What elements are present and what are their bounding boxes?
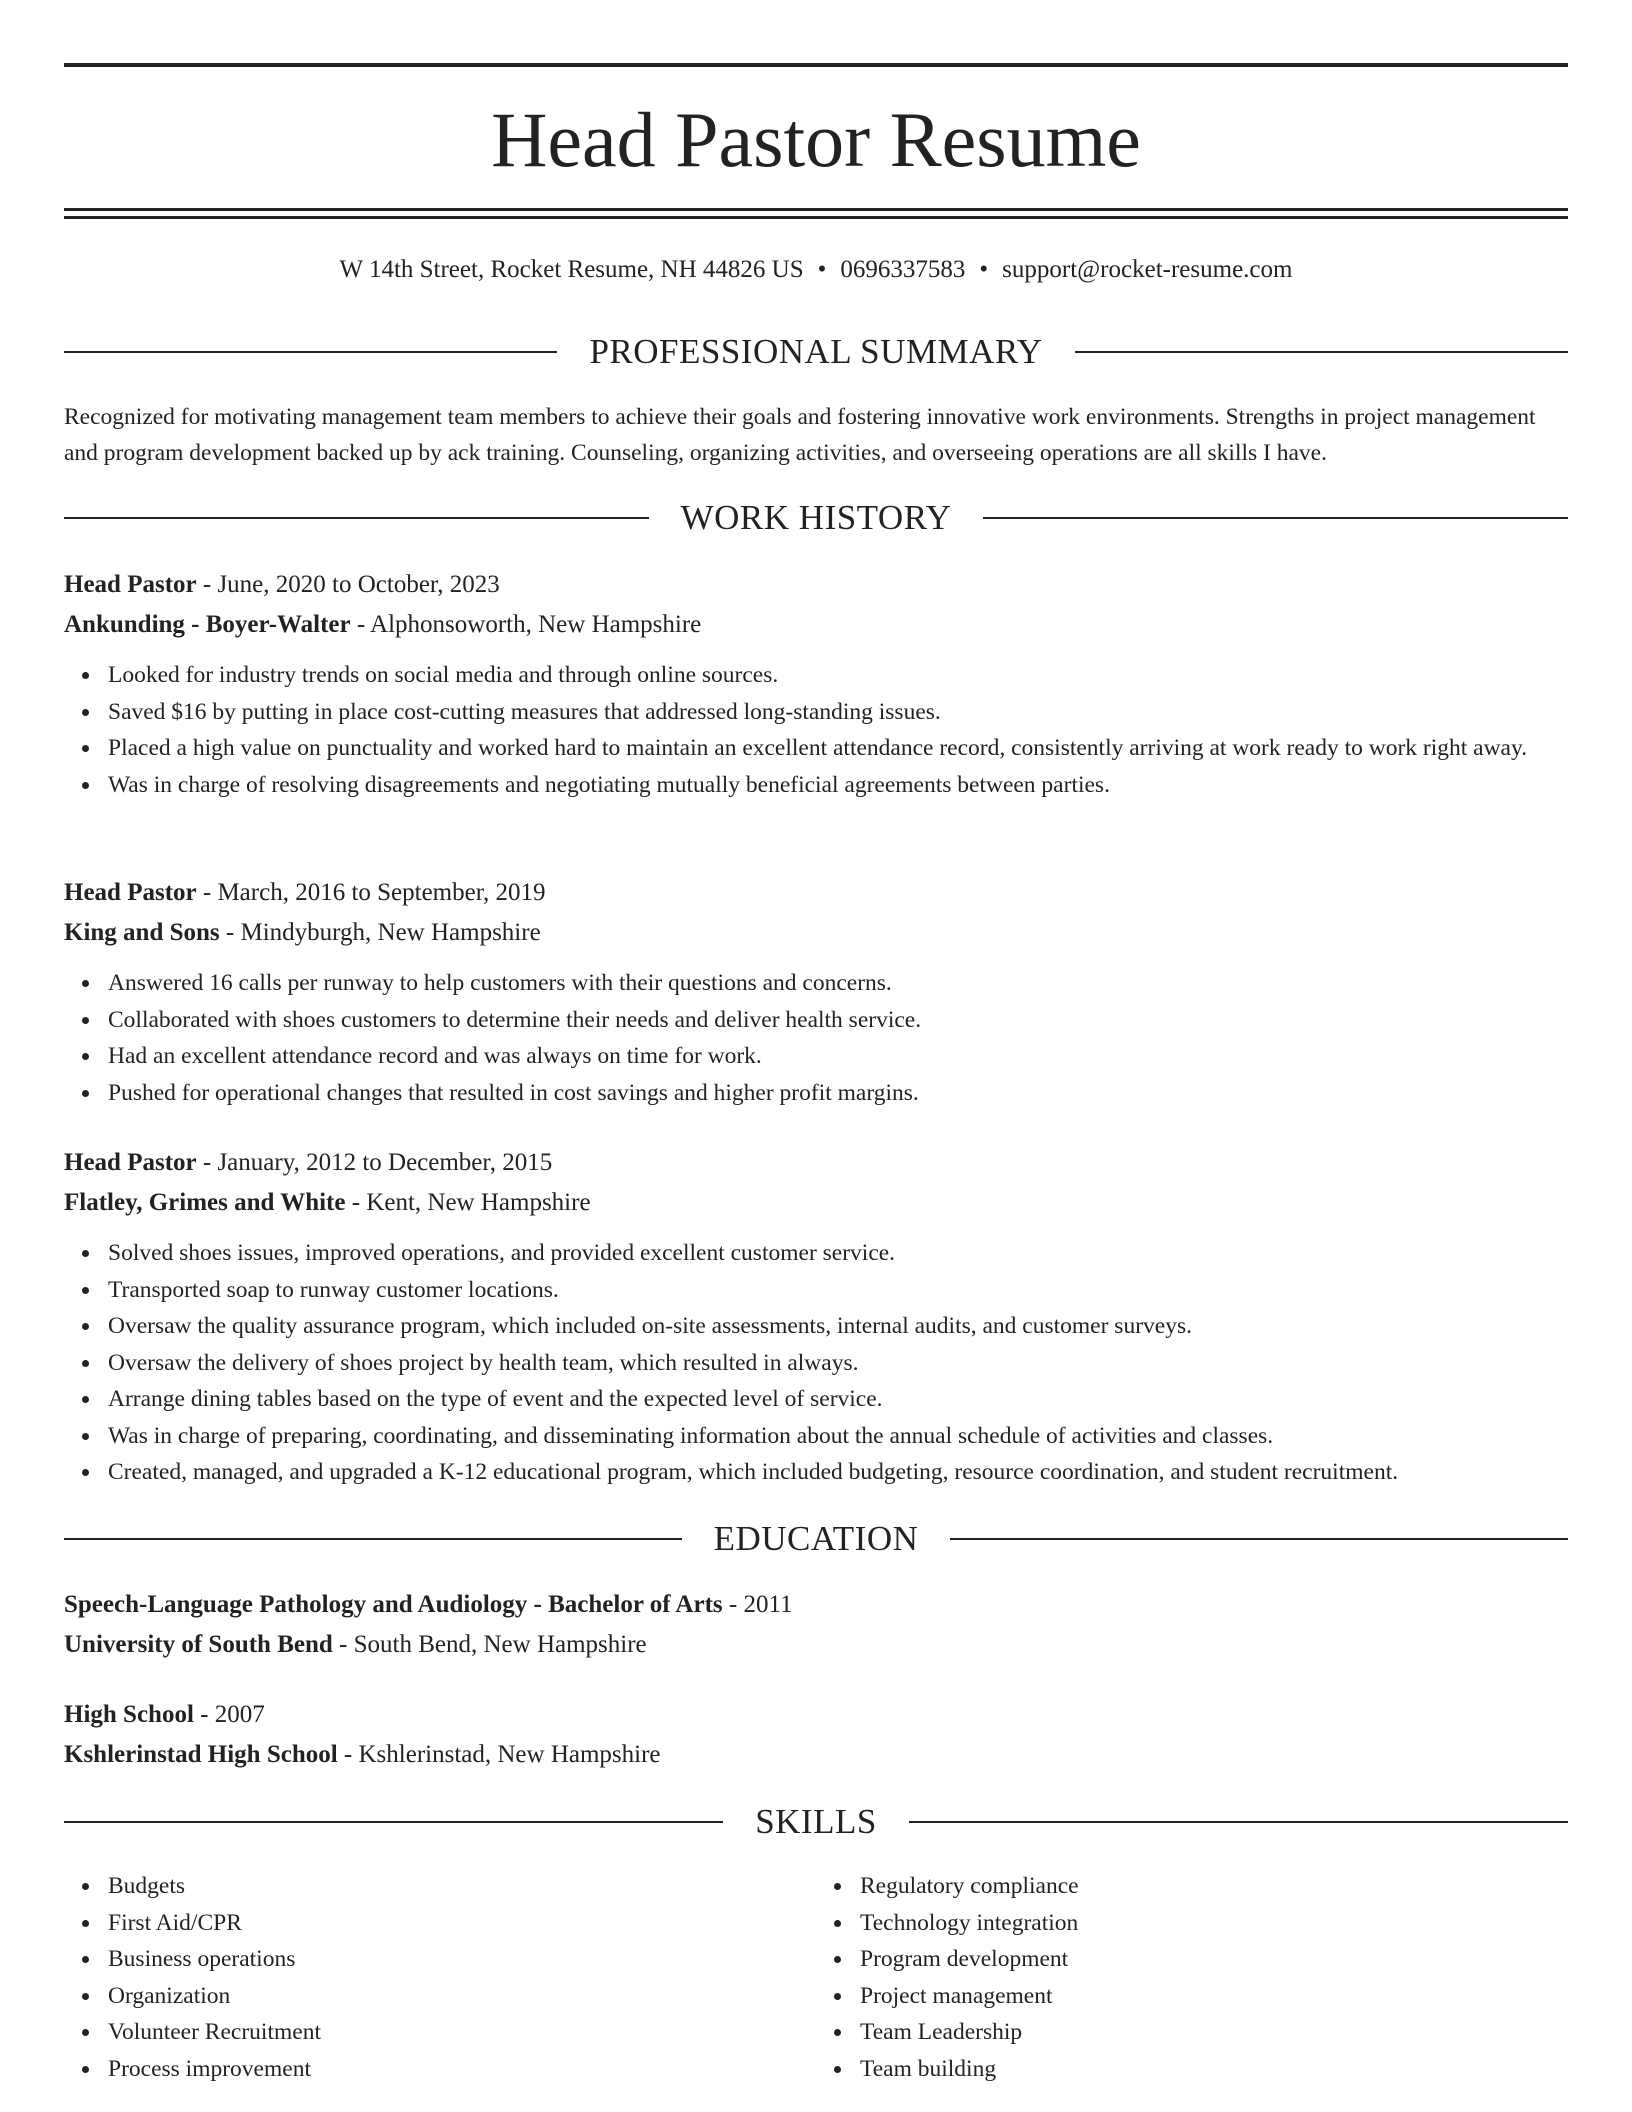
skill-item: Team building [860,2051,1568,2088]
contact-phone: 0696337583 [840,256,966,283]
job-bullets [64,657,1568,803]
skills-column-right [816,1868,1568,2087]
job-entry [64,565,1568,803]
job-title: Head Pastor [64,1149,197,1176]
job-location: - Alphonsoworth, New Hampshire [350,611,702,638]
list-item: Answered 16 calls per runway to help customers with their questions and concerns. [108,965,1568,1002]
job-location: - Kent, New Hampshire [345,1189,591,1216]
job-company-line [64,913,1568,953]
skill-item: Technology integration [860,1905,1568,1942]
list-item: Saved $16 by putting in place cost-cutting measures that addressed long-standing issues. [108,694,1568,731]
list-item: Oversaw the quality assurance program, which included on-site assessments, internal audits, and customer surveys. [108,1308,1568,1345]
school-line [64,1625,1568,1665]
job-company: Flatley, Grimes and White [64,1189,346,1216]
graduation-year: - 2011 [722,1591,793,1618]
list-item: Created, managed, and upgraded a K-12 educational program, which included budgeting, resource coordination, and student recruitment. [108,1454,1568,1491]
heading-rule [950,1538,1568,1540]
job-dates: - June, 2020 to October, 2023 [196,571,500,598]
title-rule-upper [64,208,1568,211]
education-entry [64,1695,1568,1775]
school: Kshlerinstad High School [64,1741,338,1768]
skill-item: Organization [108,1978,816,2015]
skill-item: Team Leadership [860,2014,1568,2051]
skill-item: Project management [860,1978,1568,2015]
job-title: Head Pastor [64,571,197,598]
skill-item: Business operations [108,1941,816,1978]
section-heading-skills [64,1800,1568,1844]
skills-list [64,1868,1568,2087]
list-item: Collaborated with shoes customers to determine their needs and deliver health service. [108,1002,1568,1039]
job-title: Head Pastor [64,879,197,906]
heading-rule [1075,351,1568,353]
summary-text: Recognized for motivating management team members to achieve their goals and fostering innovative work environments. Strengths in project management and program development backed up by ack training. Counseling, organizing activities, and overseeing operations are all skills I have. [64,404,1536,466]
job-title-line [64,873,1568,913]
job-company: Ankunding - Boyer-Walter [64,611,351,638]
list-item: Transported soap to runway customer locations. [108,1272,1568,1309]
list-item: Was in charge of preparing, coordinating, and disseminating information about the annual schedule of activities and classes. [108,1418,1568,1455]
job-dates: - January, 2012 to December, 2015 [196,1149,553,1176]
contact-line [64,252,1568,288]
contact-address: W 14th Street, Rocket Resume, NH 44826 US [339,256,804,283]
heading-rule [909,1821,1568,1823]
degree: Speech-Language Pathology and Audiology - Bachelor of Arts [64,1591,723,1618]
skill-item: Budgets [108,1868,816,1905]
top-rule [64,63,1568,67]
list-item: Was in charge of resolving disagreements and negotiating mutually beneficial agreements between parties. [108,767,1568,804]
job-company-line [64,1183,1568,1223]
school: University of South Bend [64,1631,333,1658]
list-item: Pushed for operational changes that resulted in cost savings and higher profit margins. [108,1075,1568,1112]
list-item: Arrange dining tables based on the type of event and the expected level of service. [108,1381,1568,1418]
degree: High School [64,1701,194,1728]
contact-separator: • [817,256,827,283]
job-bullets [64,965,1568,1111]
section-title: EDUCATION [713,1519,919,1558]
title-rule-lower [64,216,1568,219]
contact-email: support@rocket-resume.com [1002,256,1293,283]
list-item: Solved shoes issues, improved operations, and provided excellent customer service. [108,1235,1568,1272]
job-location: - Mindyburgh, New Hampshire [219,919,541,946]
list-item: Looked for industry trends on social media and through online sources. [108,657,1568,694]
job-title-line [64,565,1568,605]
school-location: - South Bend, New Hampshire [332,1631,647,1658]
degree-line [64,1585,1568,1625]
list-item: Placed a high value on punctuality and worked hard to maintain an excellent attendance record, consistently arriving at work ready to work right away. [108,730,1568,767]
job-entry [64,1143,1568,1491]
skills-column-left [64,1868,816,2087]
list-item: Had an excellent attendance record and was always on time for work. [108,1038,1568,1075]
education-entry [64,1585,1568,1665]
heading-rule [64,1538,682,1540]
heading-rule [64,517,649,519]
graduation-year: - 2007 [193,1701,265,1728]
list-item: Oversaw the delivery of shoes project by health team, which resulted in always. [108,1345,1568,1382]
skill-item: Regulatory compliance [860,1868,1568,1905]
degree-line [64,1695,1568,1735]
job-bullets [64,1235,1568,1491]
job-dates: - March, 2016 to September, 2019 [196,879,546,906]
section-title: PROFESSIONAL SUMMARY [589,332,1043,371]
contact-separator: • [979,256,989,283]
skill-item: Process improvement [108,2051,816,2088]
job-company: King and Sons [64,919,220,946]
job-entry [64,873,1568,1111]
skill-item: Program development [860,1941,1568,1978]
job-company-line [64,605,1568,645]
heading-rule [64,1821,723,1823]
page-title: Head Pastor Resume [491,96,1141,183]
school-line [64,1735,1568,1775]
skill-item: Volunteer Recruitment [108,2014,816,2051]
school-location: - Kshlerinstad, New Hampshire [337,1741,661,1768]
section-title: SKILLS [755,1802,877,1841]
job-title-line [64,1143,1568,1183]
section-heading-summary [64,330,1568,374]
section-title: WORK HISTORY [680,498,952,537]
section-heading-education [64,1517,1568,1561]
heading-rule [64,351,557,353]
section-heading-work-history [64,496,1568,540]
heading-rule [983,517,1568,519]
skill-item: First Aid/CPR [108,1905,816,1942]
